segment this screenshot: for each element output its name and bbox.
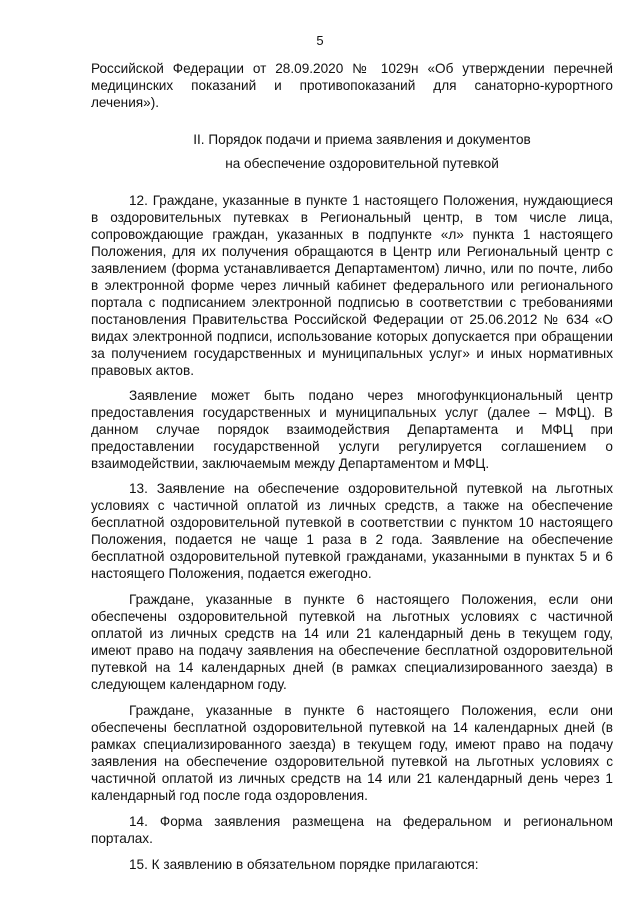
paragraph-mfc: Заявление может быть подано через многофункциональный центр предоставления государственных и муниципальных услуг (далее – МФЦ). В данном случае порядок взаимодействия Департамента и МФЦ при предоставлении государственной услуги регулируется соглашением о взаимодействии, заключаемым между Департаментом и МФЦ. xyxy=(91,388,613,471)
paragraph-12: 12. Граждане, указанные в пункте 1 настоящего Положения, нуждающиеся в оздоровительных путевках в Региональный центр, в том числе лица, сопровождающие граждан, указанных в подпункте «л» пункта 1 настоящего Положения, для их получения обращаются в Центр или Региональный центр с заявлением (форма устанавливается Департаментом) лично, или по почте, либо в электронной форме через личный кабинет федерального или регионального портала с подписанием электронной подписью в соответствии с требованиями постановления Правительства Российской Федерации от 25.06.2012 № 634 «О видах электронной подписи, использование которых допускается при обращении за получением государственных и муниципальных услуг» и иных нормативных правовых актов. xyxy=(91,193,613,378)
paragraph-14: 14. Форма заявления размещена на федеральном и региональном порталах. xyxy=(91,814,613,846)
page-number: 5 xyxy=(316,33,324,48)
paragraph-15: 15. К заявлению в обязательном порядке прилагаются: xyxy=(129,857,479,872)
section-heading-line-1: II. Порядок подачи и приема заявления и документов xyxy=(193,132,531,147)
section-heading xyxy=(91,128,613,176)
document-body xyxy=(91,60,613,873)
paragraph-13-citizens-a: Граждане, указанные в пункте 6 настоящего Положения, если они обеспечены оздоровительной путевкой на льготных условиях с частичной оплатой из личных средств на 14 или 21 календарный день в текущем году, имеют право на подачу заявления на обеспечение бесплатной оздоровительной путевкой на 14 календарных дней (в рамках специализированного заезда) в следующем календарном году. xyxy=(91,592,613,692)
paragraph-13-citizens-b: Граждане, указанные в пункте 6 настоящего Положения, если они обеспечены бесплатной оздоровительной путевкой на 14 календарных дней (в рамках специализированного заезда) в текущем году, имеют право на подачу заявления на обеспечение оздоровительной путевкой на льготных условиях с частичной оплатой из личных средств на 14 или 21 календарный день через 1 календарный год после года оздоровления. xyxy=(91,703,613,803)
intro-paragraph: Российской Федерации от 28.09.2020 № 1029н «Об утверждении перечней медицинских показаний и противопоказаний для санаторно-курортного лечения»). xyxy=(91,61,613,110)
section-heading-line-2: на обеспечение оздоровительной путевкой xyxy=(225,156,499,171)
paragraph-13: 13. Заявление на обеспечение оздоровительной путевкой на льготных условиях с частичной оплатой из личных средств, а также на обеспечение бесплатной оздоровительной путевкой в соответствии с пунктом 10 настоящего Положения, подается не чаще 1 раза в 2 года. Заявление на обеспечение бесплатной оздоровительной путевкой гражданами, указанными в пунктах 5 и 6 настоящего Положения, подается ежегодно. xyxy=(91,481,613,581)
